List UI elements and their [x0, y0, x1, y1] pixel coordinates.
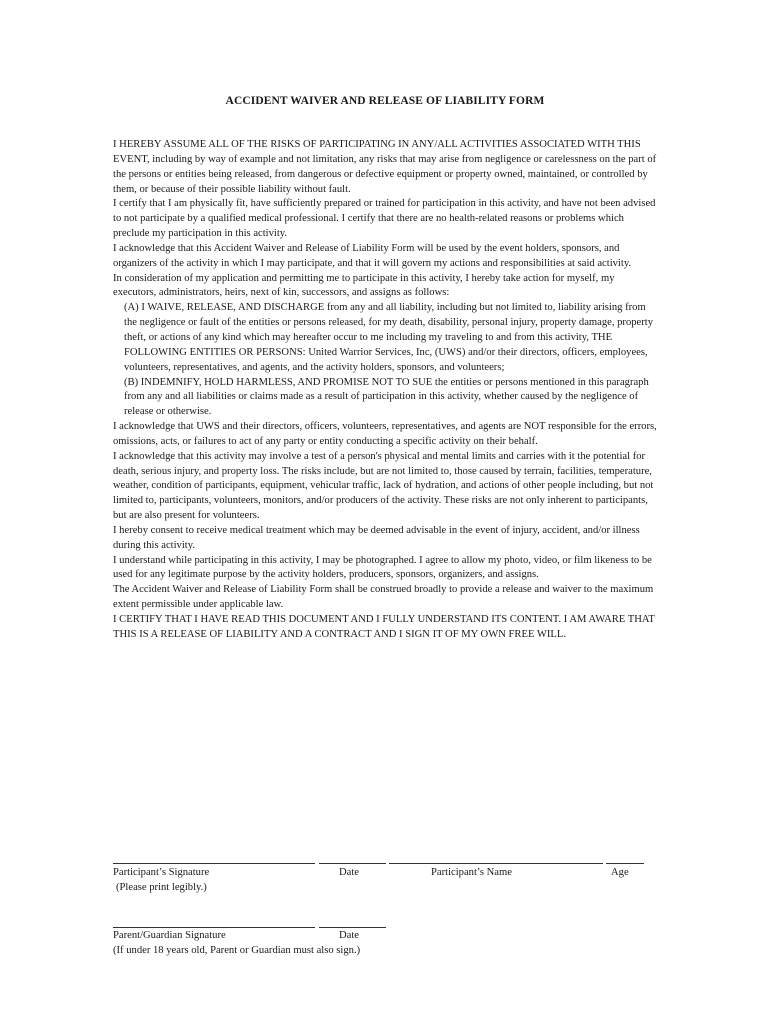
certification-paragraph: I CERTIFY THAT I HAVE READ THIS DOCUMENT AND I FULLY UNDERSTAND ITS CONTENT. I AM AWARE THAT THIS IS A RELEASE OF LIABILITY AND A CONTRACT AND I SIGN IT OF MY OWN FREE WILL. — [113, 614, 655, 640]
participant-signature-line[interactable] — [113, 863, 315, 864]
participant-signature-label: Participant’s Signature — [113, 867, 210, 878]
waive-release-clause: (A) I WAIVE, RELEASE, AND DISCHARGE from any and all liability, including but not limited to, liability arising from the negligence or fault of the entities or persons released, for my death, disability, personal injury, property damage, property theft, or actions of any kind which may hereafter occur to me including my traveling to and from this activity, THE FOLLOWING ENTITIES OR PERSONS: United Warrior Services, Inc, (UWS) and/or their directors, officers, employees, volunteers, representatives, and agents, and the activity holders, sponsors, and volunteers; — [124, 302, 654, 373]
waiver-body — [113, 138, 658, 643]
guardian-signature-label: Parent/Guardian Signature — [113, 930, 226, 941]
consideration-paragraph: In consideration of my application and permitting me to participate in this activity, I hereby take action for myself, my executors, administrators, heirs, next of kin, successors, and assigns as follows: — [113, 272, 615, 299]
assumption-of-risk-paragraph: I HEREBY ASSUME ALL OF THE RISKS OF PARTICIPATING IN ANY/ALL ACTIVITIES ASSOCIATED WITH THIS EVENT, including by way of example and not limitation, any risks that may arise from negligence or carelessness on the part of the persons or entities being released, from dangerous or defective equipment or property owned, maintained, or controlled by them, or because of their possible liability without fault. — [113, 139, 657, 195]
photo-release-paragraph: I understand while participating in this activity, I may be photographed. I agree to allow my photo, video, or film likeness to be used for any legitimate purpose by the activity holders, producers, sponsors, organizers, and assigns. — [113, 554, 652, 581]
usage-acknowledgement-paragraph: I acknowledge that this Accident Waiver and Release of Liability Form will be used by the event holders, sponsors, and organizers of the activity in which I may participate, and that it will govern my actions and responsibilities at said activity. — [113, 242, 632, 269]
participant-age-line[interactable] — [606, 863, 644, 864]
document-title: ACCIDENT WAIVER AND RELEASE OF LIABILITY FORM — [225, 95, 545, 107]
uws-responsibility-paragraph: I acknowledge that UWS and their directors, officers, volunteers, representatives, and agents are NOT responsible for the errors, omissions, acts, or failures to act of any party or entity conducting a specific activity on their behalf. — [113, 421, 657, 447]
print-legibly-note: (Please print legibly.) — [116, 882, 207, 893]
guardian-date-label: Date — [339, 930, 359, 941]
indemnify-clause: (B) INDEMNIFY, HOLD HARMLESS, AND PROMISE NOT TO SUE the entities or persons mentioned in this paragraph from any and all liabilities or claims made as a result of participation in this activity, whether caused by the negligence of release or otherwise. — [124, 376, 649, 418]
participant-date-line[interactable] — [319, 863, 386, 864]
guardian-requirement-note: (If under 18 years old, Parent or Guardian must also sign.) — [113, 945, 361, 956]
guardian-date-line[interactable] — [319, 927, 386, 928]
construction-paragraph: The Accident Waiver and Release of Liability Form shall be construed broadly to provide a release and waiver to the maximum extent permissible under applicable law. — [113, 584, 654, 611]
risk-acknowledgement-paragraph: I acknowledge that this activity may involve a test of a person's physical and mental limits and carries with it the potential for death, serious injury, and property loss. The risks include, but are not limited to, those caused by terrain, facilities, temperature, weather, condition of participants, equipment, vehicular traffic, lack of hydration, and actions of other people including, but not limited to, participants, volunteers, monitors, and/or producers of the activity. These risks are not only inherent to participants, but are also present for volunteers. — [113, 450, 654, 522]
participant-name-label: Participant’s Name — [431, 867, 512, 878]
guardian-signature-line[interactable] — [113, 927, 315, 928]
fitness-certification-paragraph: I certify that I am physically fit, have sufficiently prepared or trained for participation in this activity, and have not been advised to not participate by a qualified medical professional. I certify that there are no health-related reasons or problems which preclude my participation in this activity. — [113, 198, 656, 240]
medical-consent-paragraph: I hereby consent to receive medical treatment which may be deemed advisable in the event of injury, accident, and/or illness during this activity. — [113, 524, 640, 551]
age-label: Age — [611, 867, 629, 878]
participant-name-line[interactable] — [389, 863, 603, 864]
date-label: Date — [339, 867, 359, 878]
